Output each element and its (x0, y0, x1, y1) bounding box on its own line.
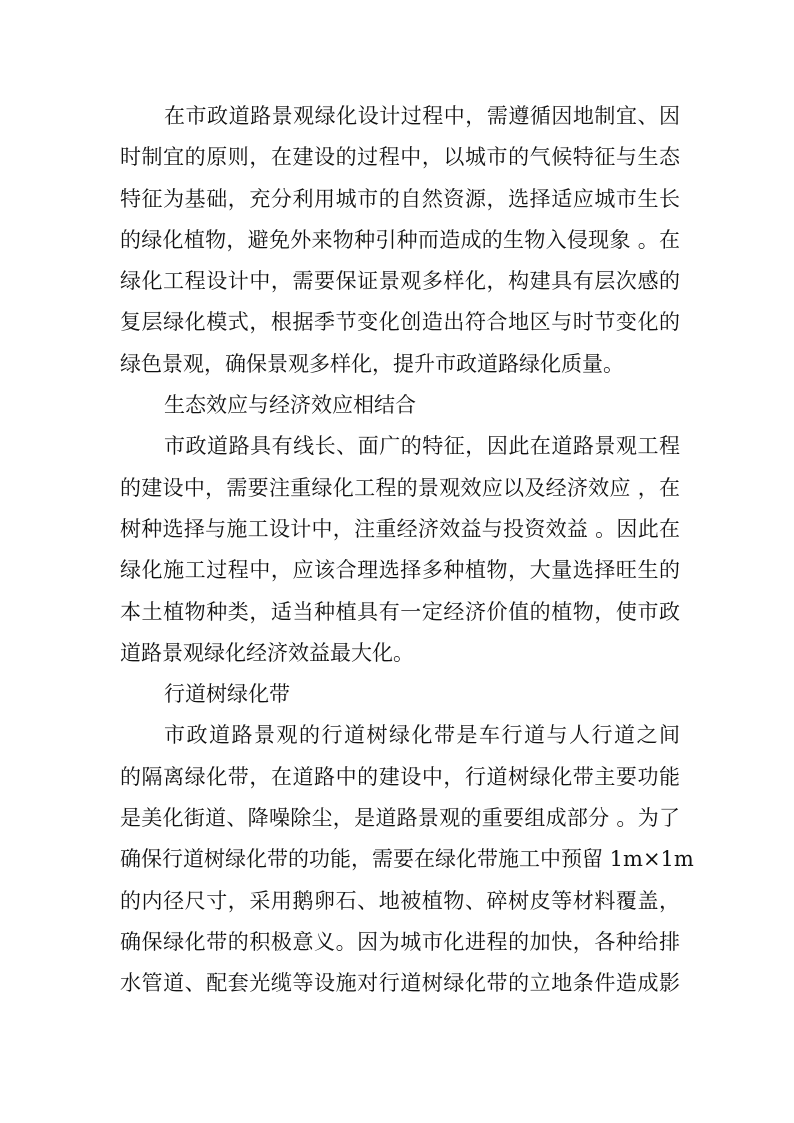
section-heading-street-tree-belt: 行道树绿化带 (164, 682, 290, 707)
paragraph-2-line: 树种选择与施工设计中，注重经济效益与投资效益 。因此在 (120, 516, 680, 541)
paragraph-1-line: 特征为基础，充分利用城市的自然资源，选择适应城市生长 (120, 186, 680, 211)
paragraph-2-line: 绿化施工过程中，应该合理选择多种植物，大量选择旺生的 (120, 558, 680, 583)
paragraph-3-line: 的隔离绿化带，在道路中的建设中，行道树绿化带主要功能 (120, 764, 680, 789)
paragraph-3-line: 的内径尺寸，采用鹅卵石、地被植物、碎树皮等材料覆盖， (120, 888, 680, 913)
paragraph-2-line: 市政道路具有线长、面广的特征，因此在道路景观工程 (164, 434, 680, 459)
paragraph-2-line: 的建设中，需要注重绿化工程的景观效应以及经济效应 ，在 (120, 475, 680, 500)
paragraph-1-line: 绿色景观，确保景观多样化，提升市政道路绿化质量。 (120, 351, 624, 376)
paragraph-2-line: 道路景观绿化经济效益最大化。 (120, 640, 414, 665)
paragraph-1-line: 的绿化植物，避免外来物种引种而造成的生物入侵现象 。在 (120, 227, 680, 252)
paragraph-3-line: 确保绿化带的积极意义。因为城市化进程的加快，各种给排 (120, 929, 680, 954)
document-body (120, 96, 694, 1005)
paragraph-3-line: 市政道路景观的行道树绿化带是车行道与人行道之间 (164, 723, 680, 748)
paragraph-1-line: 在市政道路景观绿化设计过程中，需遵循因地制宜、因 (164, 104, 680, 128)
paragraph-3-line: 水管道、配套光缆等设施对行道树绿化带的立地条件造成影 (120, 971, 680, 996)
paragraph-3-line: 确保行道树绿化带的功能，需要在绿化带施工中预留 1m×1m (120, 847, 694, 872)
paragraph-2-line: 本土植物种类，适当种植具有一定经济价值的植物，使市政 (120, 599, 680, 624)
paragraph-1-line: 时制宜的原则，在建设的过程中，以城市的气候特征与生态 (120, 145, 680, 170)
section-heading-ecological-economic: 生态效应与经济效应相结合 (164, 393, 416, 418)
paragraph-1-line: 绿化工程设计中，需要保证景观多样化，构建具有层次感的 (120, 269, 680, 294)
paragraph-1-line: 复层绿化模式，根据季节变化创造出符合地区与时节变化的 (120, 310, 680, 335)
paragraph-3-line: 是美化街道、降噪除尘，是道路景观的重要组成部分 。为了 (120, 806, 680, 831)
